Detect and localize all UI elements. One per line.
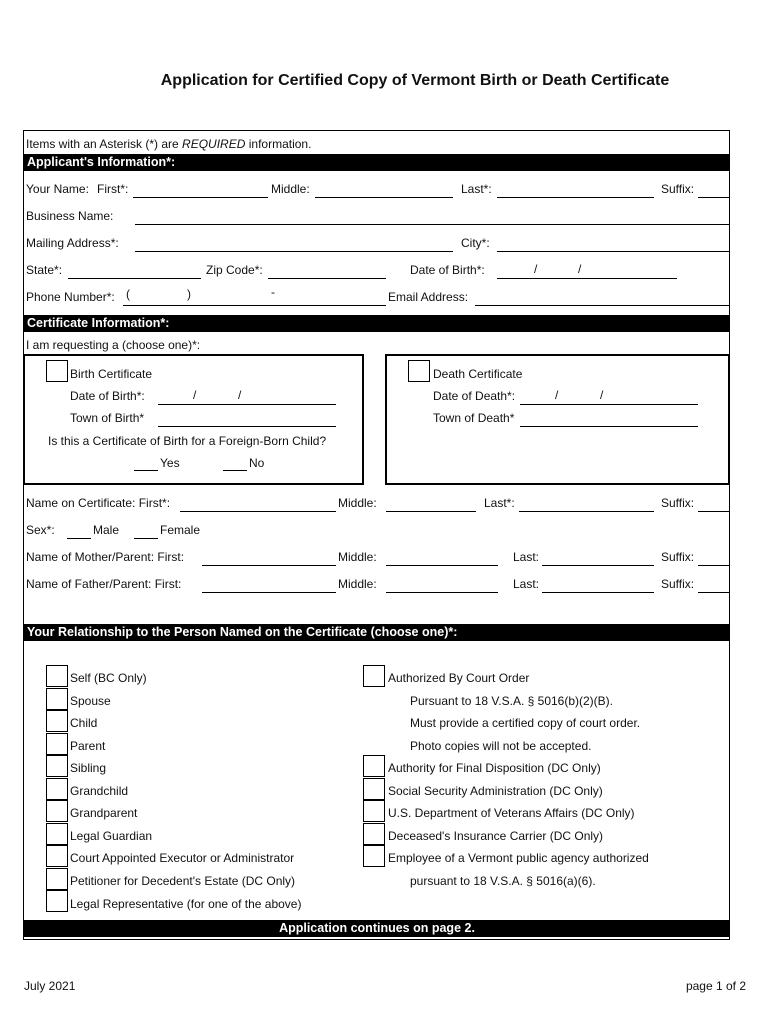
rel-spouse-label: Spouse <box>70 694 111 708</box>
rel-parent-label: Parent <box>70 739 106 753</box>
mother-first-field[interactable] <box>202 565 336 566</box>
rel-legal-guardian-checkbox[interactable] <box>46 823 68 845</box>
rel-final-disposition-label: Authority for Final Disposition (DC Only) <box>388 761 601 775</box>
cert-last-label: Last*: <box>484 496 515 510</box>
rel-va-label: U.S. Department of Veterans Affairs (DC Only) <box>388 806 635 820</box>
yes-label: Yes <box>160 456 180 470</box>
state-label: State*: <box>26 263 63 277</box>
city-field[interactable] <box>497 251 730 252</box>
mother-last-field[interactable] <box>542 565 654 566</box>
father-middle-label: Middle: <box>338 577 377 591</box>
foreign-born-question: Is this a Certificate of Birth for a Foreign-Born Child? <box>48 434 327 448</box>
sex-female-field[interactable] <box>134 538 158 539</box>
rel-ssa-checkbox[interactable] <box>363 778 385 800</box>
rel-executor-checkbox[interactable] <box>46 845 68 867</box>
father-suffix-field[interactable] <box>698 592 730 593</box>
phone-field[interactable] <box>123 305 386 306</box>
cert-middle-name-field[interactable] <box>386 511 476 512</box>
zip-field[interactable] <box>268 278 386 279</box>
rel-ssa-label: Social Security Administration (DC Only) <box>388 784 603 798</box>
city-label: City*: <box>461 236 490 250</box>
mother-last-label: Last: <box>513 550 540 564</box>
rel-sibling-label: Sibling <box>70 761 107 775</box>
mother-middle-label: Middle: <box>338 550 377 564</box>
name-on-cert-label: Name on Certificate: First*: <box>26 496 171 510</box>
court-order-note: Must provide a certified copy of court order. <box>410 716 641 730</box>
rel-spouse-checkbox[interactable] <box>46 688 68 710</box>
court-order-note: Pursuant to 18 V.S.A. § 5016(b)(2)(B). <box>410 694 613 708</box>
phone-paren-close: ) <box>187 287 191 301</box>
dob-slash: / <box>578 262 582 276</box>
applicant-middle-name-field[interactable] <box>315 197 453 198</box>
rel-legal-guardian-label: Legal Guardian <box>70 829 153 843</box>
your-name-label: Your Name: <box>26 182 89 196</box>
rel-grandparent-checkbox[interactable] <box>46 800 68 822</box>
rel-sibling-checkbox[interactable] <box>46 755 68 777</box>
mother-suffix-label: Suffix: <box>661 550 695 564</box>
certificate-section-header: Certificate Information*: <box>24 315 730 332</box>
rel-grandchild-label: Grandchild <box>70 784 129 798</box>
rel-legal-rep-label: Legal Representative (for one of the above) <box>70 897 302 911</box>
applicant-section-header: Applicant's Information*: <box>24 154 730 171</box>
female-label: Female <box>160 523 201 537</box>
rel-grandchild-checkbox[interactable] <box>46 778 68 800</box>
rel-self-label: Self (BC Only) <box>70 671 147 685</box>
applicant-first-name-field[interactable] <box>133 197 268 198</box>
rel-va-checkbox[interactable] <box>363 800 385 822</box>
zip-label: Zip Code*: <box>206 263 263 277</box>
footer-page-number: page 1 of 2 <box>685 979 746 993</box>
requesting-label: I am requesting a (choose one)*: <box>26 338 201 352</box>
rel-child-checkbox[interactable] <box>46 710 68 732</box>
cert-suffix-field[interactable] <box>698 511 730 512</box>
father-last-field[interactable] <box>542 592 654 593</box>
birth-dob-label: Date of Birth*: <box>70 389 145 403</box>
birth-certificate-label: Birth Certificate <box>70 367 153 381</box>
birth-certificate-checkbox[interactable] <box>46 360 68 382</box>
father-first-field[interactable] <box>202 592 336 593</box>
death-certificate-label: Death Certificate <box>433 367 523 381</box>
cert-middle-label: Middle: <box>338 496 377 510</box>
rel-parent-checkbox[interactable] <box>46 733 68 755</box>
email-label: Email Address: <box>388 290 469 304</box>
court-order-note: Photo copies will not be accepted. <box>410 739 592 753</box>
mother-label: Name of Mother/Parent: First: <box>26 550 185 564</box>
required-note: Items with an Asterisk (*) are REQUIRED information. <box>26 137 312 151</box>
rel-executor-label: Court Appointed Executor or Administrator <box>70 851 295 865</box>
rel-child-label: Child <box>70 716 98 730</box>
father-middle-field[interactable] <box>386 592 498 593</box>
dod-slash: / <box>600 388 604 402</box>
death-dod-label: Date of Death*: <box>433 389 516 403</box>
rel-legal-rep-checkbox[interactable] <box>46 890 68 912</box>
dod-slash: / <box>555 388 559 402</box>
mother-suffix-field[interactable] <box>698 565 730 566</box>
rel-court-order-label: Authorized By Court Order <box>388 671 530 685</box>
rel-court-order-checkbox[interactable] <box>363 665 385 687</box>
last-name-label: Last*: <box>461 182 492 196</box>
father-last-label: Last: <box>513 577 540 591</box>
dob-slash: / <box>238 388 242 402</box>
business-name-label: Business Name: <box>26 209 114 223</box>
suffix-label: Suffix: <box>661 182 695 196</box>
death-town-field[interactable] <box>520 426 698 427</box>
death-town-label: Town of Death* <box>433 411 515 425</box>
middle-name-label: Middle: <box>271 182 310 196</box>
applicant-dob-field[interactable] <box>497 278 677 279</box>
rel-insurance-checkbox[interactable] <box>363 823 385 845</box>
death-certificate-checkbox[interactable] <box>408 360 430 382</box>
applicant-suffix-field[interactable] <box>698 197 730 198</box>
birth-town-label: Town of Birth* <box>70 411 145 425</box>
foreign-born-yes-field[interactable] <box>134 470 158 471</box>
state-field[interactable] <box>68 278 201 279</box>
birth-town-field[interactable] <box>158 426 336 427</box>
cert-first-name-field[interactable] <box>180 511 336 512</box>
sex-male-field[interactable] <box>67 538 91 539</box>
cert-last-name-field[interactable] <box>519 511 654 512</box>
first-name-label: First*: <box>97 182 129 196</box>
foreign-born-no-field[interactable] <box>223 470 247 471</box>
dob-label: Date of Birth*: <box>410 263 485 277</box>
phone-label: Phone Number*: <box>26 290 115 304</box>
sex-label: Sex*: <box>26 523 55 537</box>
rel-vermont-agency-label: Employee of a Vermont public agency authorized <box>388 851 649 865</box>
continues-banner: Application continues on page 2. <box>24 920 730 937</box>
relationship-section-header: Your Relationship to the Person Named on the Certificate (choose one)*: <box>24 624 730 641</box>
footer-date: July 2021 <box>24 979 76 993</box>
dob-slash: / <box>193 388 197 402</box>
male-label: Male <box>93 523 120 537</box>
rel-petitioner-checkbox[interactable] <box>46 868 68 890</box>
page-title: Application for Certified Copy of Vermont Birth or Death Certificate <box>160 72 670 89</box>
mailing-address-label: Mailing Address*: <box>26 236 119 250</box>
rel-self-checkbox[interactable] <box>46 665 68 687</box>
mailing-address-field[interactable] <box>135 251 453 252</box>
rel-petitioner-label: Petitioner for Decedent's Estate (DC Only) <box>70 874 296 888</box>
email-field[interactable] <box>475 305 730 306</box>
father-suffix-label: Suffix: <box>661 577 695 591</box>
no-label: No <box>249 456 265 470</box>
business-name-field[interactable] <box>135 224 730 225</box>
vermont-agency-note: pursuant to 18 V.S.A. § 5016(a)(6). <box>410 874 596 888</box>
phone-paren-open: ( <box>126 287 130 301</box>
rel-insurance-label: Deceased's Insurance Carrier (DC Only) <box>388 829 604 843</box>
father-label: Name of Father/Parent: First: <box>26 577 182 591</box>
rel-grandparent-label: Grandparent <box>70 806 138 820</box>
birth-dob-field[interactable] <box>158 404 336 405</box>
death-dod-field[interactable] <box>520 404 698 405</box>
rel-final-disposition-checkbox[interactable] <box>363 755 385 777</box>
phone-dash: - <box>271 285 275 299</box>
rel-vermont-agency-checkbox[interactable] <box>363 845 385 867</box>
cert-suffix-label: Suffix: <box>661 496 695 510</box>
mother-middle-field[interactable] <box>386 565 498 566</box>
dob-slash: / <box>534 262 538 276</box>
applicant-last-name-field[interactable] <box>497 197 654 198</box>
